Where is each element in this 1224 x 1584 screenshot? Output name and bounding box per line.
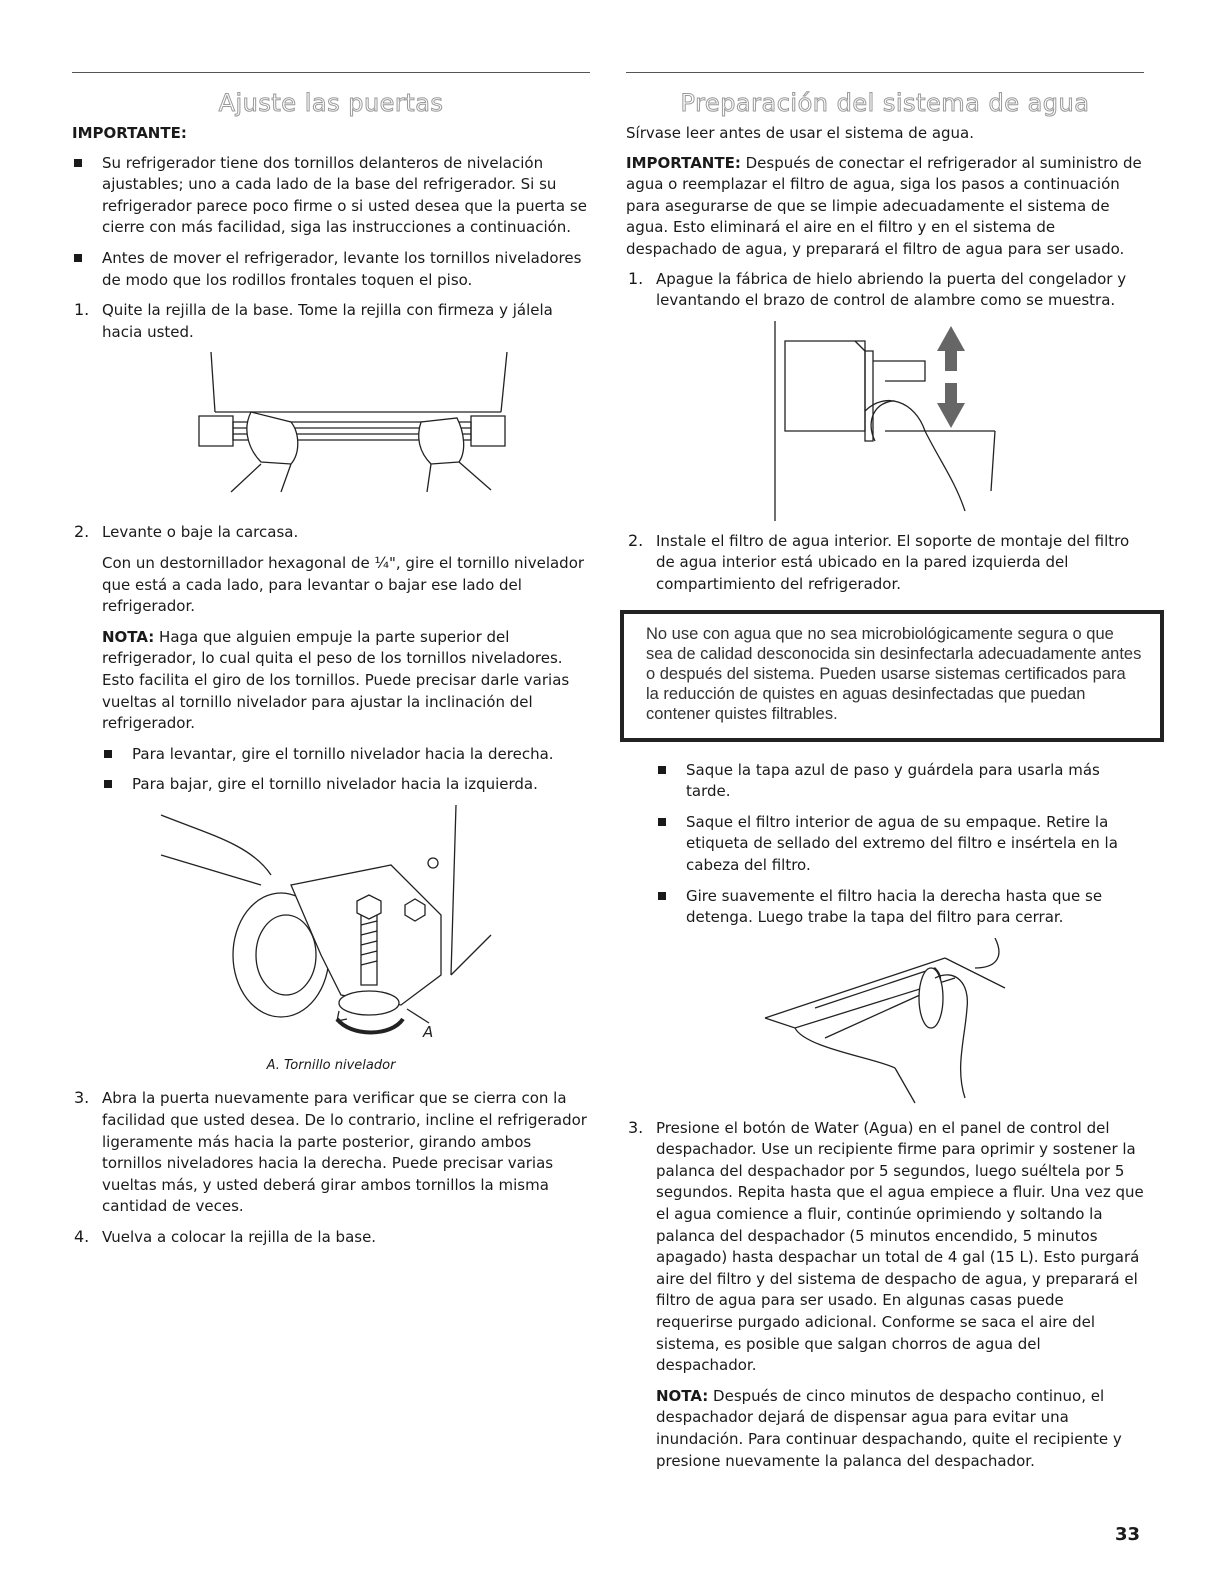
step-text: Presione el botón de Water (Agua) en el panel de control del despachador. Use un recipiente firme para oprimir y sostener la palanca del despachador por 5 segundos, luego suéltela por 5 segundos. Repita hasta que el agua empiece a fluir. Una vez que el agua comience a fluir, continúe oprimiendo y soltando la palanca del despachador (5 minutos encendido, 5 minutos apagado) hasta despachar un total de 4 gal (15 L). Esto purgará aire del filtro y del sistema de despacho de agua, y preparará el filtro de agua para ser usado. En algunas casas puede requerirse purgado adicional. Conforme se saca el aire del sistema, es posible que salgan chorros de agua del despachador. bbox=[656, 1118, 1144, 1375]
bullet-text: Antes de mover el refrigerador, levante los tornillos niveladores de modo que los rodillos frontales toquen el piso. bbox=[102, 248, 582, 289]
bullet-text: Para bajar, gire el tornillo nivelador hacia la izquierda. bbox=[132, 775, 538, 794]
list-item bbox=[72, 744, 590, 766]
bullet-text: Para levantar, gire el tornillo nivelador hacia la derecha. bbox=[132, 744, 554, 763]
fig-label-a: A bbox=[423, 1022, 434, 1041]
step-text: Levante o baje la carcasa. bbox=[102, 523, 299, 542]
step-text: Quite la rejilla de la base. Tome la rejilla con firmeza y jálela hacia usted. bbox=[102, 301, 553, 341]
bullet-square bbox=[658, 892, 666, 900]
importante-label: IMPORTANTE: bbox=[626, 153, 741, 172]
bullet-text: Gire suavemente el filtro hacia la derecha hasta que se detenga. Luego trabe la tapa del filtro para cerrar. bbox=[686, 886, 1103, 927]
section-rule bbox=[626, 72, 1144, 73]
bullet-square bbox=[658, 818, 666, 826]
bullet-text: Su refrigerador tiene dos tornillos delanteros de nivelación ajustables; uno a cada lado de la base del refrigerador. Si su refrigerador parece poco firme o si usted desea que la puerta se cierre con más facilidad, siga las instrucciones a continuación. bbox=[102, 153, 587, 237]
step-2 bbox=[626, 531, 1144, 596]
step-text: Abra la puerta nuevamente para verificar que se cierra con la facilidad que usted desea. De lo contrario, incline el refrigerador ligeramente más hacia la parte posterior, girando ambos tornillos niveladores hacia la derecha. Puede precisar varias vueltas más, y usted deberá girar ambos tornillos la misma cantidad de veces. bbox=[102, 1089, 587, 1216]
list-item bbox=[72, 153, 590, 239]
bullet-square bbox=[74, 159, 82, 167]
list-item bbox=[626, 760, 1144, 803]
list-item bbox=[72, 774, 590, 796]
note bbox=[626, 1386, 1144, 1472]
step-text: Apague la fábrica de hielo abriendo la puerta del congelador y levantando el brazo de control de alambre como se muestra. bbox=[656, 269, 1127, 310]
section-title-water: Preparación del sistema de agua bbox=[680, 89, 1090, 117]
note-label: NOTA: bbox=[656, 1386, 709, 1405]
step-2 bbox=[72, 522, 590, 544]
step-number: 3. bbox=[628, 1117, 644, 1137]
warning-text: No use con agua que no sea microbiológicamente segura o que sea de calidad desconocida sin desinfectarla adecuadamente antes o después del sistema. Pueden usarse sistemas certificados para la reducción de quistes en aguas desinfectadas que puedan contener quistes filtrables. bbox=[646, 624, 1142, 723]
bullet-square bbox=[104, 780, 112, 788]
arrow-up-icon bbox=[937, 326, 965, 371]
figure-caption: A. Tornillo nivelador bbox=[266, 1057, 396, 1073]
step-3 bbox=[72, 1088, 590, 1218]
note-label: NOTA: bbox=[102, 627, 155, 646]
step-1 bbox=[72, 300, 590, 343]
bullet-text: Saque el filtro interior de agua de su empaque. Retire la etiqueta de sellado del extremo del filtro e insértela en la cabeza del filtro. bbox=[686, 812, 1118, 874]
step-number: 3. bbox=[74, 1088, 90, 1108]
ice-maker-illustration bbox=[765, 321, 1005, 521]
note-body: Después de cinco minutos de despacho continuo, el despachador dejará de dispensar agua para evitar una inundación. Para continuar despachando, quite el recipiente y presione nuevamente la palanca del despachador. bbox=[656, 1386, 1122, 1470]
importante-body: Después de conectar el refrigerador al suministro de agua o reemplazar el filtro de agua, siga los pasos a continuación para asegurarse de que se limpie adecuadamente el sistema de agua. Esto eliminará el aire en el filtro y en el sistema de despachado de agua, y preparará el filtro de agua para ser usado. bbox=[626, 153, 1142, 258]
step-4 bbox=[72, 1227, 590, 1249]
step-number: 1. bbox=[628, 268, 644, 288]
warning-box bbox=[620, 610, 1164, 742]
note bbox=[72, 627, 590, 735]
intro-text: Sírvase leer antes de usar el sistema de agua. bbox=[626, 124, 974, 142]
bullet-square bbox=[104, 750, 112, 758]
bullet-square bbox=[74, 254, 82, 262]
list-item bbox=[626, 812, 1144, 877]
importante-label: IMPORTANTE: bbox=[72, 124, 187, 142]
note-body: Haga que alguien empuje la parte superior del refrigerador, lo cual quita el peso de los tornillos niveladores. Esto facilita el giro de los tornillos. Puede precisar darle varias vueltas al tornillo nivelador para ajustar la inclinación del refrigerador. bbox=[102, 627, 570, 733]
note-text bbox=[656, 1386, 1144, 1472]
step-number: 1. bbox=[74, 300, 90, 320]
bullet-square bbox=[658, 766, 666, 774]
paragraph-text: Con un destornillador hexagonal de ¼", gire el tornillo nivelador que está a cada lado, para levantar o bajar ese lado del refrigerador. bbox=[102, 553, 585, 616]
leveling-screw-illustration bbox=[151, 805, 511, 1045]
base-grille-illustration bbox=[141, 352, 521, 512]
arrow-down-icon bbox=[937, 383, 965, 428]
list-item bbox=[72, 248, 590, 291]
section-rule bbox=[72, 72, 590, 73]
filter-illustration bbox=[755, 938, 1015, 1108]
list-item bbox=[626, 886, 1144, 929]
note-text bbox=[102, 627, 590, 735]
step-3 bbox=[626, 1118, 1144, 1377]
paragraph bbox=[72, 553, 590, 618]
right-column bbox=[626, 72, 1144, 1481]
step-text: Instale el filtro de agua interior. El soporte de montaje del filtro de agua interior está ubicado en la pared izquierda del compartimiento del refrigerador. bbox=[656, 531, 1130, 593]
left-column bbox=[72, 72, 590, 1258]
bullet-text: Saque la tapa azul de paso y guárdela para usarla más tarde. bbox=[686, 760, 1100, 801]
step-text: Vuelva a colocar la rejilla de la base. bbox=[102, 1228, 377, 1247]
section-title-doors: Ajuste las puertas bbox=[218, 89, 444, 117]
importante-paragraph bbox=[626, 153, 1144, 261]
step-1 bbox=[626, 269, 1144, 312]
step-number: 2. bbox=[628, 530, 644, 550]
step-number: 2. bbox=[74, 522, 90, 542]
page-number: 33 bbox=[1114, 1524, 1140, 1545]
step-number: 4. bbox=[74, 1227, 90, 1247]
